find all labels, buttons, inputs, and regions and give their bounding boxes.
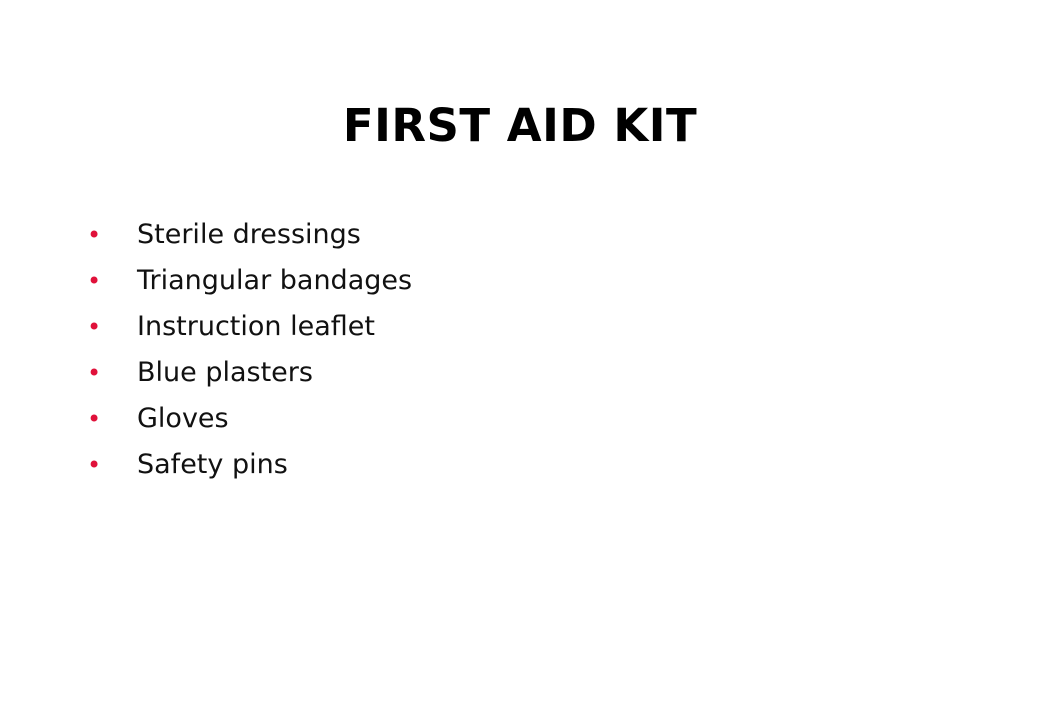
bullet-list	[87, 212, 412, 488]
list-item-label: Sterile dressings	[137, 219, 361, 250]
bullet-icon: •	[87, 267, 102, 295]
list-item-label: Safety pins	[137, 449, 288, 480]
bullet-icon: •	[87, 221, 102, 249]
list-item-label: Blue plasters	[137, 357, 313, 388]
list-item	[87, 212, 412, 258]
bullet-icon: •	[87, 313, 102, 341]
list-item-label: Gloves	[137, 403, 229, 434]
list-item	[87, 442, 412, 488]
list-item	[87, 258, 412, 304]
list-item	[87, 396, 412, 442]
slide-title: FIRST AID KIT	[342, 99, 698, 152]
bullet-icon: •	[87, 451, 102, 479]
bullet-icon: •	[87, 359, 102, 387]
list-item	[87, 350, 412, 396]
list-item	[87, 304, 412, 350]
list-item-label: Triangular bandages	[137, 265, 413, 296]
list-item-label: Instruction leaflet	[137, 311, 375, 342]
bullet-icon: •	[87, 405, 102, 433]
